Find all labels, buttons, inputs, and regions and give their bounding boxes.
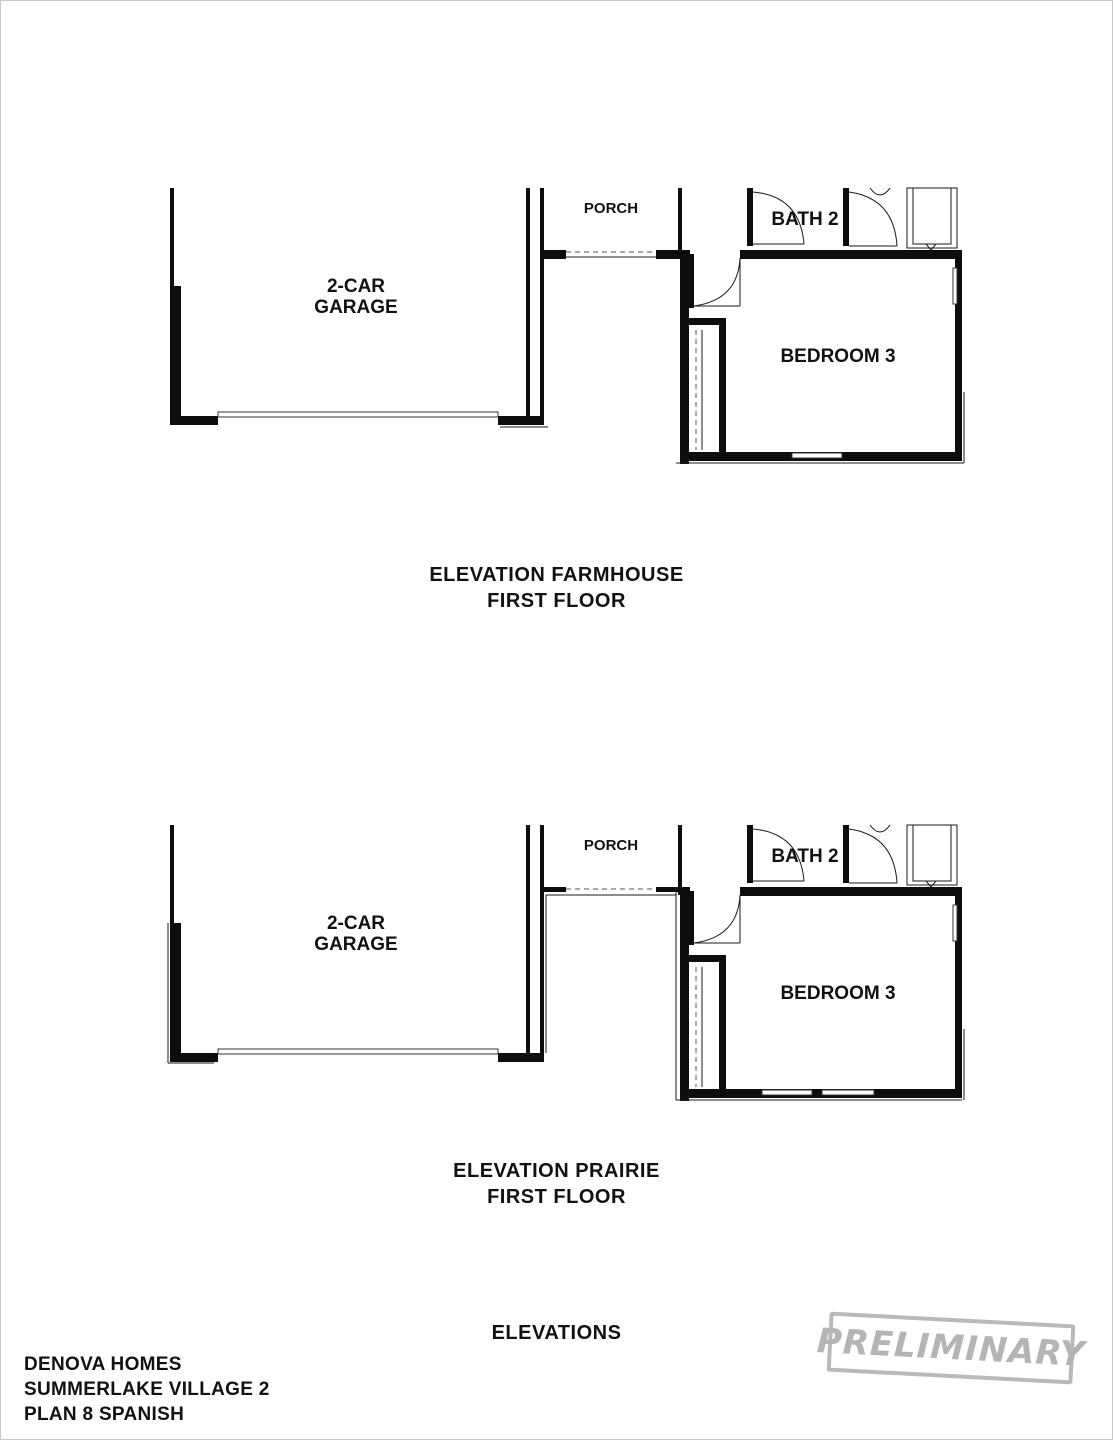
garage-label-line1: 2-CAR <box>326 276 386 297</box>
bath-label: BATH 2 <box>771 846 839 867</box>
porch-label: PORCH <box>583 837 639 854</box>
bath-label: BATH 2 <box>771 209 839 230</box>
caption-floor: FIRST FLOOR <box>487 590 626 612</box>
floor-plan-prairie <box>0 637 1113 1117</box>
builder-name: DENOVA HOMES <box>24 1354 182 1375</box>
preliminary-stamp: PRELIMINARY <box>827 1312 1076 1385</box>
community-name: SUMMERLAKE VILLAGE 2 <box>24 1379 270 1400</box>
title-block <box>24 1352 270 1427</box>
plan-name: PLAN 8 SPANISH <box>24 1404 185 1425</box>
bedroom-label: BEDROOM 3 <box>780 983 896 1004</box>
floor-plan-farmhouse <box>0 0 1113 500</box>
garage-label-line2: GARAGE <box>314 934 398 955</box>
plan-caption-prairie <box>0 1158 1113 1210</box>
garage-label-line2: GARAGE <box>314 297 398 318</box>
garage-label-line1: 2-CAR <box>326 913 386 934</box>
caption-elevation: ELEVATION PRAIRIE <box>453 1160 660 1182</box>
caption-elevation: ELEVATION FARMHOUSE <box>429 564 684 586</box>
caption-floor: FIRST FLOOR <box>487 1186 626 1208</box>
sheet-title: ELEVATIONS <box>491 1322 622 1344</box>
porch-label: PORCH <box>583 200 639 217</box>
plan-caption-farmhouse <box>0 562 1113 614</box>
bedroom-label: BEDROOM 3 <box>780 346 896 367</box>
